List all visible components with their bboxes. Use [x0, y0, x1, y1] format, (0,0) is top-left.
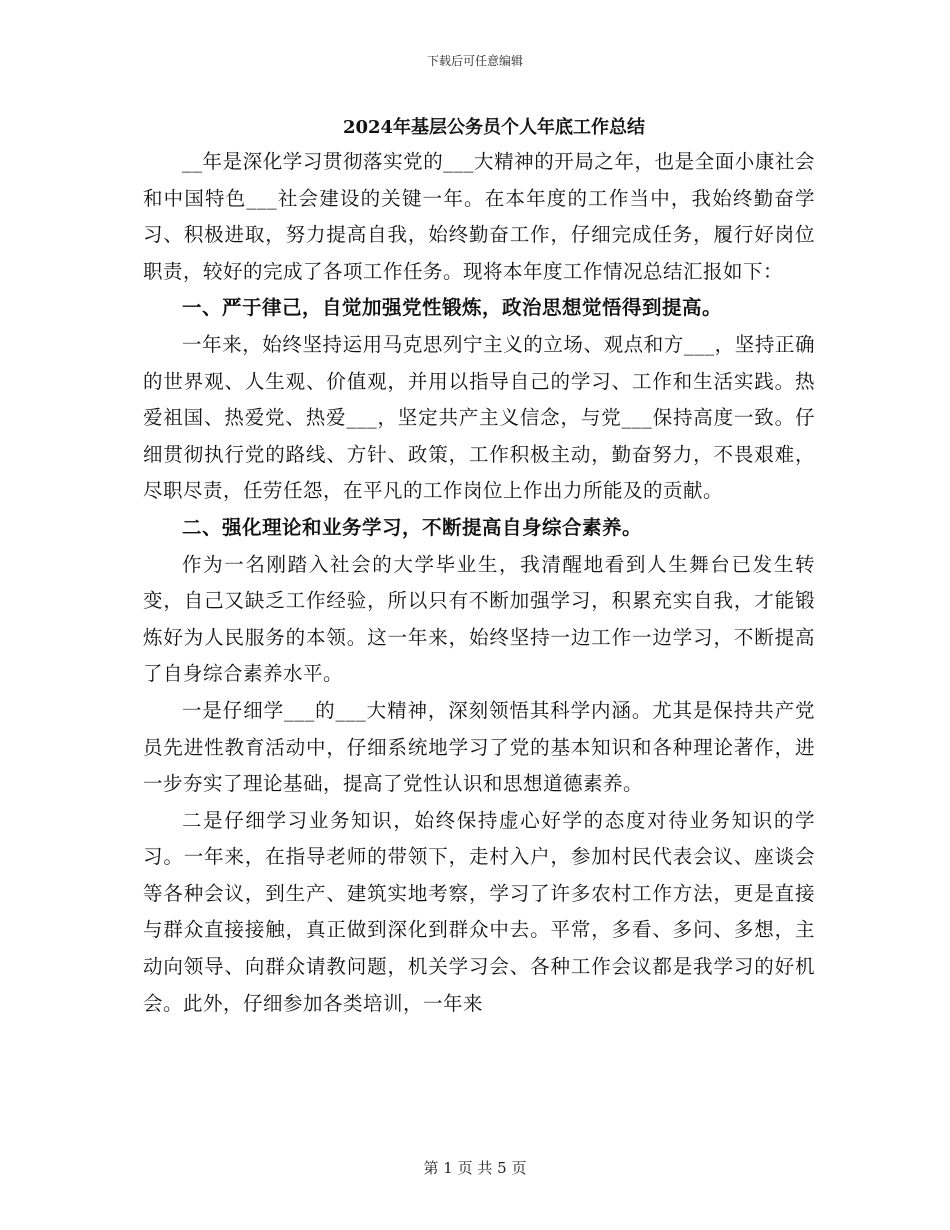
intro-paragraph: __年是深化学习贯彻落实党的___大精神的开局之年，也是全面小康社会和中国特色___社会建设的关键一年。在本年度的工作当中，我始终勤奋学习、积极进取，努力提高自我，始终勤奋工作，仔细完成任务，履行好岗位职责，较好的完成了各项工作任务。现将本年度工作情况总结汇报如下：	[143, 150, 815, 283]
section-heading-2: 二、强化理论和业务学习，不断提高自身综合素养。	[182, 515, 643, 539]
section-heading-1: 一、严于律己，自觉加强党性锻炼，政治思想觉悟得到提高。	[182, 296, 723, 320]
section-2-point-2: 二是仔细学习业务知识，始终保持虚心好学的态度对待业务知识的学习。一年来，在指导老师的带领下，走村入户，参加村民代表会议、座谈会等各种会议，到生产、建筑实地考察，学习了许多农村工作方法，更是直接与群众直接接触，真正做到深化到群众中去。平常，多看、多问、多想，主动向领导、向群众请教问题，机关学习会、各种工作会议都是我学习的好机会。此外，仔细参加各类培训，一年来	[143, 808, 815, 1015]
section-1-paragraph: 一年来，始终坚持运用马克思列宁主义的立场、观点和方___，坚持正确的世界观、人生观、价值观，并用以指导自己的学习、工作和生活实践。热爱祖国、热爱党、热爱___，坚定共产主义信念，与党___保持高度一致。仔细贯彻执行党的路线、方针、政策，工作积极主动，勤奋努力，不畏艰难，尽职尽责，任劳任怨，在平凡的工作岗位上作出力所能及的贡献。	[143, 332, 815, 503]
section-2-paragraph: 作为一名刚踏入社会的大学毕业生，我清醒地看到人生舞台已发生转变，自己又缺乏工作经验，所以只有不断加强学习，积累充实自我，才能锻炼好为人民服务的本领。这一年来，始终坚持一边工作一边学习，不断提高了自身综合素养水平。	[143, 552, 815, 686]
page-header-note: 下载后可任意编辑	[426, 54, 523, 68]
document-title: 2024年基层公务员个人年底工作总结	[342, 117, 646, 138]
section-2-point-1: 一是仔细学___的___大精神，深刻领悟其科学内涵。尤其是保持共产党员先进性教育活动中，仔细系统地学习了党的基本知识和各种理论著作，进一步夯实了理论基础，提高了党性认识和思想道德素养。	[143, 698, 815, 796]
document-body	[143, 112, 815, 1022]
page-number: 第 1 页 共 5 页	[423, 1159, 527, 1177]
